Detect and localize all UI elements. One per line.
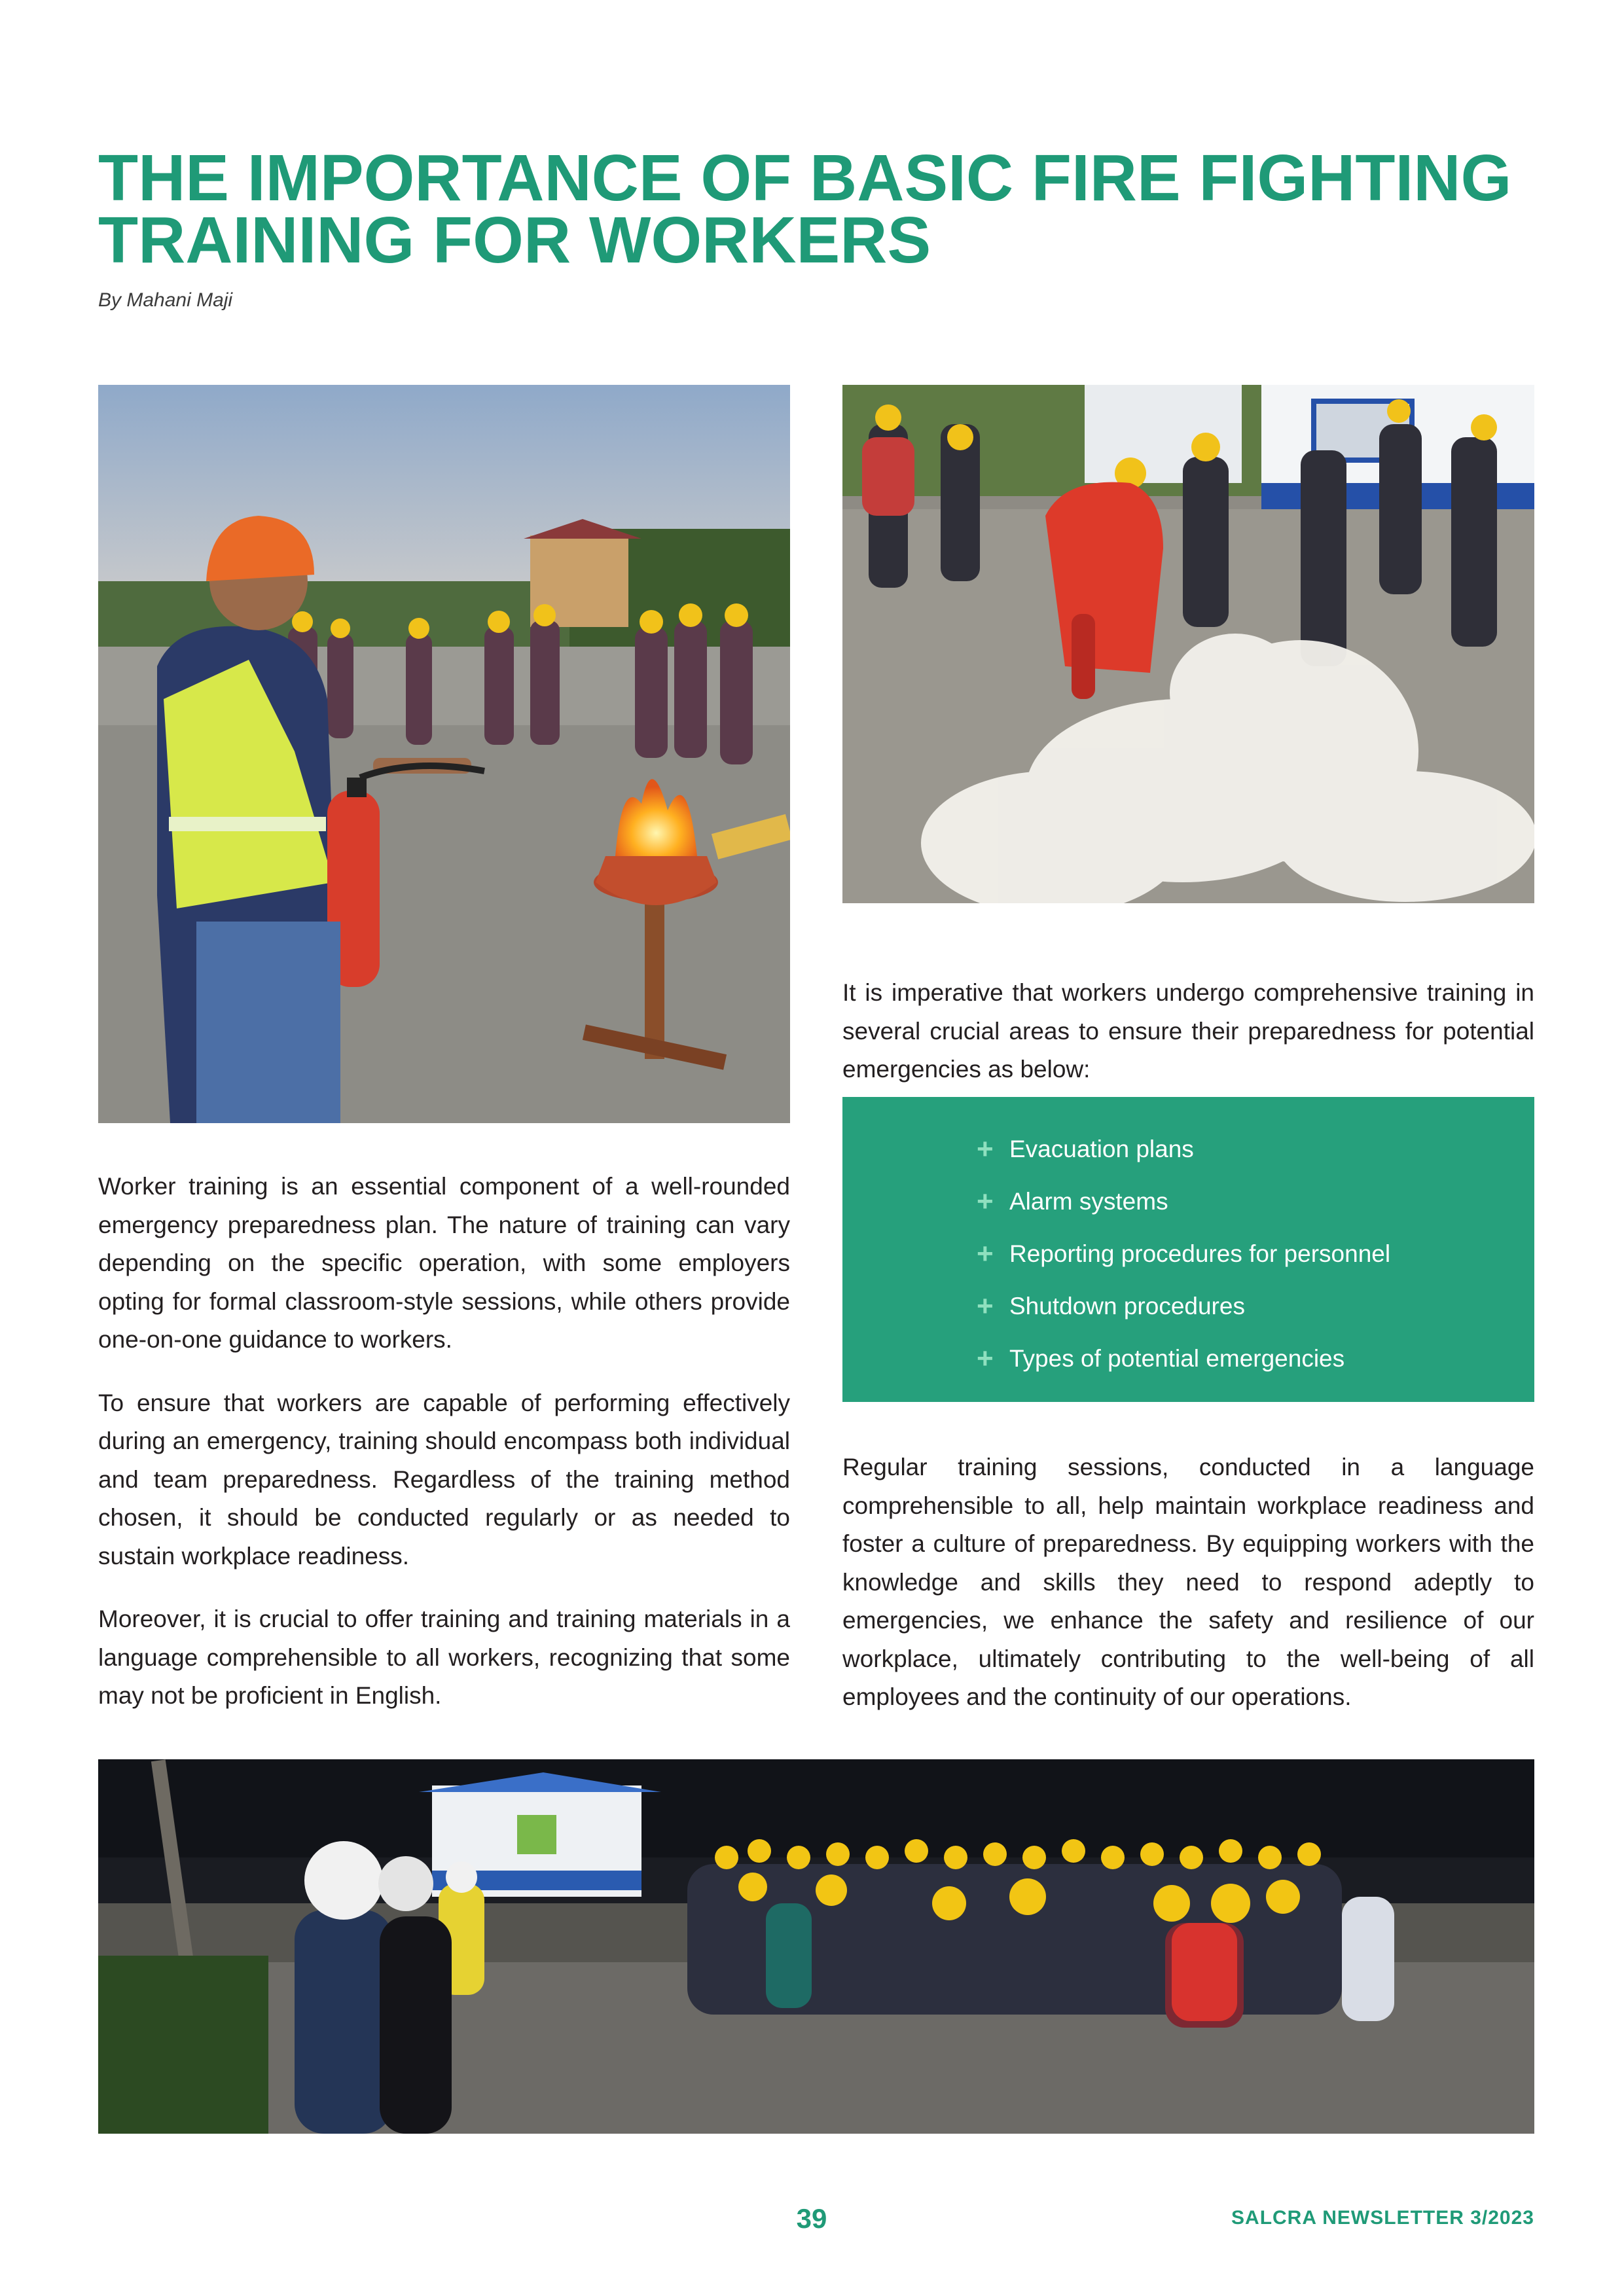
list-item xyxy=(977,1123,1534,1175)
list-item-text: Types of potential emergencies xyxy=(1009,1345,1345,1372)
plus-icon: + xyxy=(977,1238,994,1270)
intro-text: It is imperative that workers undergo comprehensive training in several crucial areas to ensure their preparedness for potential emergencies as below: xyxy=(842,979,1534,1083)
training-areas-list xyxy=(842,1097,1534,1385)
list-item xyxy=(977,1175,1534,1228)
plus-icon: + xyxy=(977,1185,994,1217)
article-title: THE IMPORTANCE OF BASIC FIRE FIGHTING TRAINING FOR WORKERS xyxy=(98,141,1512,277)
plus-icon: + xyxy=(977,1290,994,1322)
paragraph: Regular training sessions, conducted in a language comprehensible to all, help maintain workplace readiness and foster a culture of preparedness. By equipping workers with the knowledge and skills they need to respond adeptly to emergencies, we enhance the safety and resilience of our workplace, ultimately contributing to the well-being of all employees and the continuity of our operations. xyxy=(842,1454,1534,1710)
list-item xyxy=(977,1333,1534,1385)
left-column-text xyxy=(98,1168,790,1740)
list-item xyxy=(977,1228,1534,1280)
paragraph: To ensure that workers are capable of performing effectively during an emergency, training should encompass both individual and team preparedness. Regardless of the training method chosen, it should be conducted regularly or as needed to sustain workplace readiness. xyxy=(98,1389,790,1570)
right-outro-paragraph xyxy=(842,1448,1534,1717)
photo-night-assembly xyxy=(98,1759,1534,2134)
paragraph: Moreover, it is crucial to offer training and training materials in a language comprehensible to all workers, recognizing that some may not be proficient in English. xyxy=(98,1605,790,1709)
plus-icon: + xyxy=(977,1342,994,1374)
page-number: 39 xyxy=(796,2203,827,2234)
list-item-text: Evacuation plans xyxy=(1009,1136,1194,1162)
list-item-text: Alarm systems xyxy=(1009,1188,1168,1215)
plus-icon: + xyxy=(977,1133,994,1165)
training-areas-box xyxy=(842,1097,1534,1402)
list-item-text: Reporting procedures for personnel xyxy=(1009,1240,1391,1267)
publication-name: SALCRA NEWSLETTER 3/2023 xyxy=(1231,2207,1534,2229)
paragraph: Worker training is an essential component of a well-rounded emergency preparedness plan. The nature of training can vary depending on the specific operation, with some employers opting for formal classroom-style sessions, while others provide one-on-one guidance to workers. xyxy=(98,1173,790,1353)
photo-instructor-fire-demo xyxy=(98,385,790,1123)
list-item-text: Shutdown procedures xyxy=(1009,1293,1245,1319)
byline: By Mahani Maji xyxy=(98,289,233,311)
photo-extinguisher-discharge xyxy=(842,385,1534,903)
right-intro-paragraph xyxy=(842,974,1534,1089)
list-item xyxy=(977,1280,1534,1333)
